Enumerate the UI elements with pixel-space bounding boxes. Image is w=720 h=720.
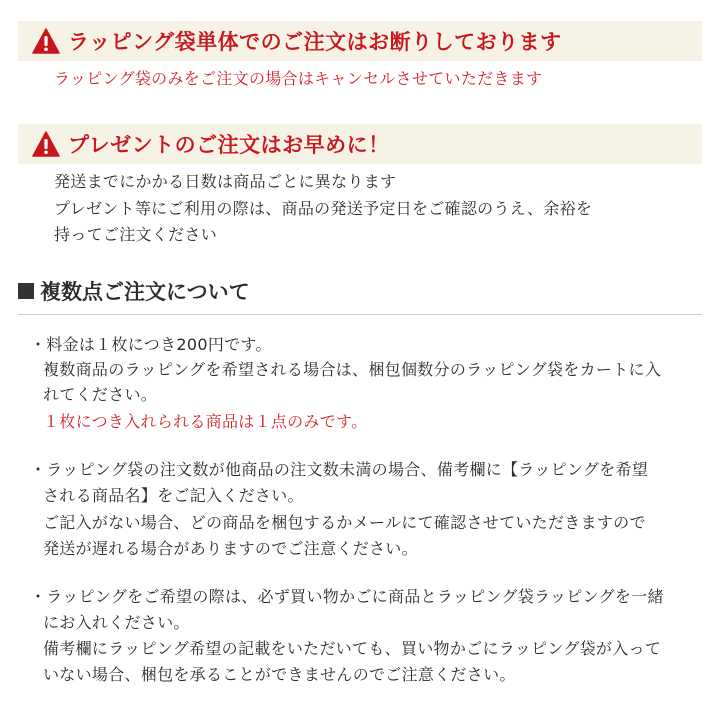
- section-heading: [18, 276, 250, 306]
- notice-banner-present: [18, 124, 702, 164]
- list-item-line: ・ラッピングをご希望の際は、必ず買い物かごに商品とラッピング袋ラッピングを一緒: [30, 587, 664, 606]
- list-item-line: ・料金は１枚につき200円です。: [30, 335, 272, 354]
- list-item-line: ご記入がない場合、どの商品を梱包するかメールにて確認させていただきますので: [43, 513, 646, 532]
- list-item-line: 複数商品のラッピングを希望される場合は、梱包個数分のラッピング袋をカートに入: [43, 360, 662, 379]
- notice-body-line: 持ってご注文ください: [54, 225, 218, 244]
- list-item-highlight: １枚につき入れられる商品は１点のみです。: [43, 412, 368, 431]
- list-item-line: れてください。: [43, 385, 158, 404]
- notice-title: プレゼントのご注文はお早めに！: [68, 133, 390, 157]
- notice-banner-wrapping-only: [18, 21, 702, 61]
- list-item-line: 発送が遅れる場合がありますのでご注意ください。: [43, 539, 418, 558]
- warning-icon: [32, 131, 60, 157]
- list-item-line: いない場合、梱包を承ることができませんのでご注意ください。: [43, 665, 516, 684]
- list-item-line: ・ラッピング袋の注文数が他商品の注文数未満の場合、備考欄に【ラッピングを希望: [30, 460, 649, 479]
- list-item-line: にお入れください。: [43, 613, 190, 632]
- notice-title: ラッピング袋単体でのご注文はお断りしております: [68, 30, 562, 54]
- section-heading-text: 複数点ご注文について: [40, 280, 250, 304]
- notice-body-line: プレゼント等にご利用の際は、商品の発送予定日をご確認のうえ、余裕を: [54, 199, 593, 218]
- notice-body: ラッピング袋のみをご注文の場合はキャンセルさせていただきます: [54, 69, 543, 88]
- warning-icon: [32, 28, 60, 54]
- list-item-line: 備考欄にラッピング希望の記載をいただいても、買い物かごにラッピング袋が入って: [43, 639, 662, 658]
- list-item-line: される商品名】をご記入ください。: [43, 486, 304, 505]
- divider: [18, 314, 702, 315]
- notice-body-line: 発送までにかかる日数は商品ごとに異なります: [54, 172, 397, 191]
- square-bullet-icon: [18, 283, 34, 299]
